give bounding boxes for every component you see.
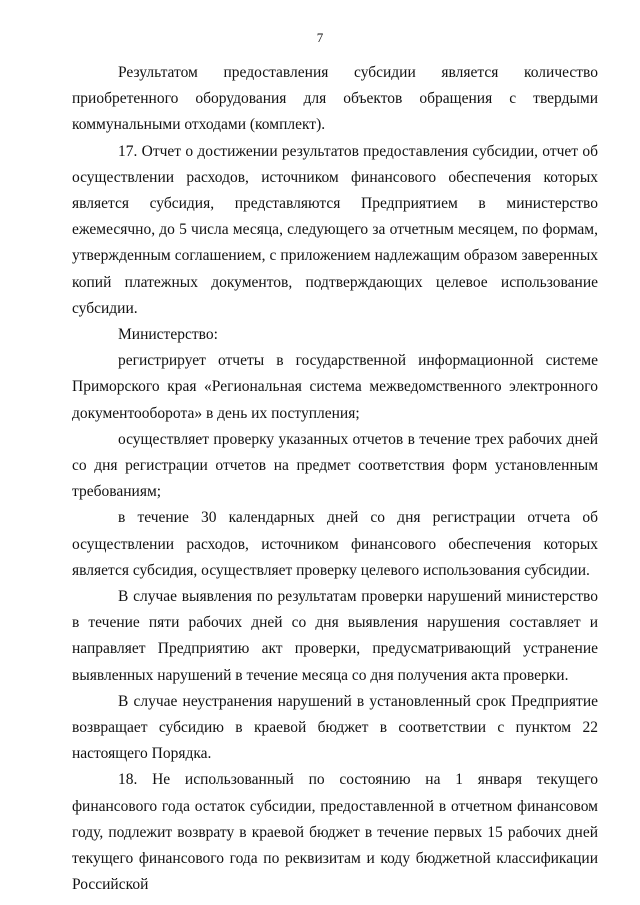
document-body (72, 60, 598, 899)
paragraph-ministry-heading: Министерство: (118, 326, 218, 344)
paragraph-ministry-checks: осуществляет проверку указанных отчетов в течение трех рабочих дней со дня регистрации отчетов на предмет соответствия форм установленным требованиям; (72, 430, 598, 501)
paragraph-violations-found: В случае выявления по результатам проверки нарушений министерство в течение пяти рабочих дней со дня выявления нарушения составляет и направляет Предприятию акт проверки, предусматривающий устранение выявленных нарушений в течение месяца со дня получения акта проверки. (72, 588, 598, 684)
paragraph-ministry-verifies-use: в течение 30 календарных дней со дня регистрации отчета об осуществлении расходов, источником финансового обеспечения которых является субсидия, осуществляет проверку целевого использования субсидии. (72, 509, 598, 579)
paragraph-subsidy-result: Результатом предоставления субсидии является количество приобретенного оборудования для объектов обращения с твердыми коммунальными отходами (комплект). (72, 64, 598, 134)
page-number: 7 (316, 30, 324, 45)
paragraph-17-reports: 17. Отчет о достижении результатов предоставления субсидии, отчет об осуществлении расходов, источником финансового обеспечения которых является субсидия, представляются Предприятием в министерство ежемесячно, до 5 числа месяца, следующего за отчетным месяцем, по формам, утвержденным соглашением, с приложением надлежащим образом заверенных копий платежных документов, подтверждающих целевое использование субсидии. (72, 142, 598, 317)
paragraph-violations-not-fixed: В случае неустранения нарушений в установленный срок Предприятие возвращает субсидию в краевой бюджет в соответствии с пунктом 22 настоящего Порядка. (72, 692, 598, 763)
paragraph-18-unused-balance: 18. Не использованный по состоянию на 1 января текущего финансового года остаток субсидии, предоставленной в отчетном финансовом году, подлежит возврату в краевой бюджет в течение первых 15 рабочих дней текущего финансового года по реквизитам и коду бюджетной классификации Российской (72, 771, 598, 894)
paragraph-ministry-registers: регистрирует отчеты в государственной информационной системе Приморского края «Региональная система межведомственного электронного документооборота» в день их поступления; (72, 352, 598, 422)
